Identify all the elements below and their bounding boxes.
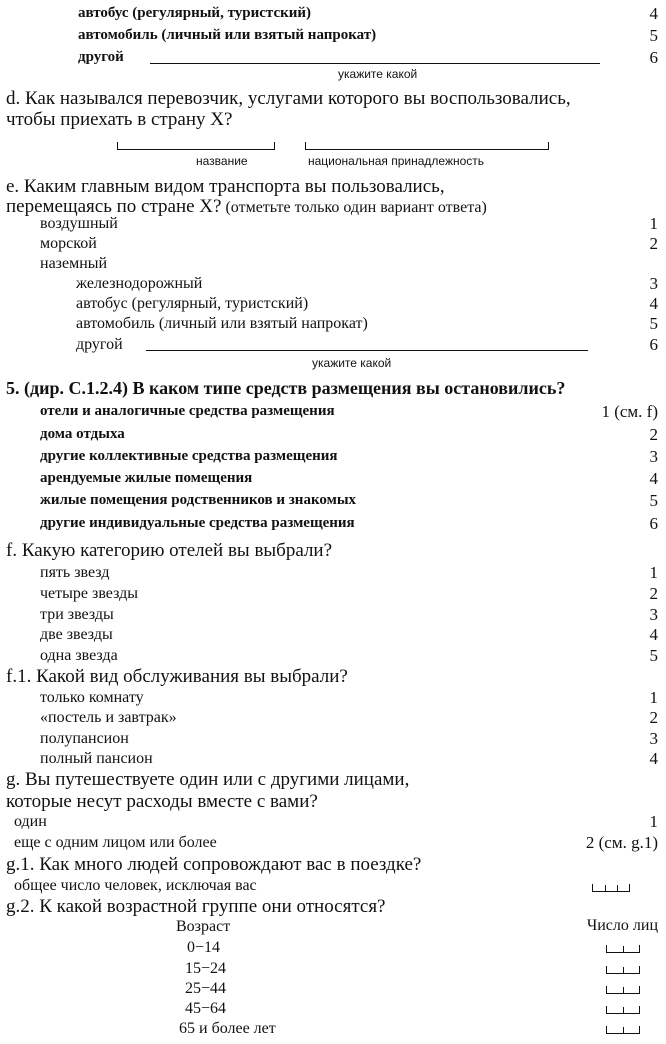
q5-item-3: другие коллективные средства размещения xyxy=(40,448,338,464)
e-rail: железнодорожный xyxy=(76,275,203,292)
e-air-num: 1 xyxy=(649,214,658,233)
g2-age-4: 45−64 xyxy=(185,1000,227,1017)
question-d-line2: чтобы приехать в страну X? xyxy=(6,109,233,130)
question-f: f. Какую категорию отелей вы выбрали? xyxy=(6,540,333,561)
q5-item-5: жилые помещения родственников и знакомых xyxy=(40,492,357,508)
g2-age-1-box[interactable] xyxy=(606,945,640,953)
e-other-line xyxy=(146,350,588,351)
g2-col-age: Возраст xyxy=(176,918,231,935)
g2-age-4-box[interactable] xyxy=(606,1006,640,1014)
f-item-5-num: 5 xyxy=(649,646,658,665)
f-item-3-num: 3 xyxy=(649,605,658,624)
f1-item-1: только комнату xyxy=(40,689,144,706)
e-air: воздушный xyxy=(40,215,118,232)
question-e-text: перемещаясь по стране X? xyxy=(6,196,222,217)
carrier-name-field xyxy=(117,142,275,150)
carrier-nationality-field xyxy=(305,142,549,150)
hint-name: название xyxy=(196,154,248,168)
question-e-line1: e. Каким главным видом транспорта вы пользовались, xyxy=(6,176,445,197)
e-car-num: 5 xyxy=(649,314,658,333)
q5-item-2: дома отдыха xyxy=(40,426,125,442)
f-item-1-num: 1 xyxy=(649,563,658,582)
f1-item-1-num: 1 xyxy=(649,688,658,707)
question-5: 5. (дир. С.1.2.4) В каком типе средств размещения вы остановились? xyxy=(6,378,566,398)
g1-total: общее число человек, исключая вас xyxy=(14,877,257,894)
e-sea-num: 2 xyxy=(649,234,658,253)
top-other-num: 6 xyxy=(649,48,658,67)
top-car-num: 5 xyxy=(649,26,658,45)
q5-item-5-num: 5 xyxy=(649,491,658,510)
g-with-others-num: 2 (см. g.1) xyxy=(585,833,658,852)
f1-item-3: полупансион xyxy=(40,730,129,747)
question-g1: g.1. Как много людей сопровождают вас в поездке? xyxy=(6,854,422,875)
top-other: другой xyxy=(78,49,124,65)
e-land: наземный xyxy=(40,255,108,272)
g-alone: один xyxy=(14,813,47,830)
e-rail-num: 3 xyxy=(649,274,658,293)
g2-age-2-box[interactable] xyxy=(606,966,640,974)
top-car: автомобиль (личный или взятый напрокат) xyxy=(78,27,377,43)
f-item-2-num: 2 xyxy=(649,584,658,603)
q5-item-4: арендуемые жилые помещения xyxy=(40,470,253,486)
f1-item-2-num: 2 xyxy=(649,708,658,727)
e-car: автомобиль (личный или взятый напрокат) xyxy=(76,315,368,332)
g1-total-box[interactable] xyxy=(592,884,630,892)
g2-age-3: 25−44 xyxy=(185,980,227,997)
f1-item-4-num: 4 xyxy=(649,749,658,768)
top-bus-num: 4 xyxy=(649,4,658,23)
f1-item-4: полный пансион xyxy=(40,750,153,767)
q5-item-3-num: 3 xyxy=(649,447,658,466)
e-other-num: 6 xyxy=(649,335,658,354)
e-other: другой xyxy=(76,336,123,353)
top-other-line xyxy=(150,63,600,64)
f1-item-2: «постель и завтрак» xyxy=(40,709,177,726)
top-other-hint: укажите какой xyxy=(338,67,418,81)
question-e-line2 xyxy=(6,197,487,216)
e-bus-num: 4 xyxy=(649,294,658,313)
f-item-3: три звезды xyxy=(40,606,114,623)
question-f1: f.1. Какой вид обслуживания вы выбрали? xyxy=(6,666,348,687)
f-item-2: четыре звезды xyxy=(40,585,138,602)
g2-age-2: 15−24 xyxy=(185,960,227,977)
question-e-note: (отметьте только один вариант ответа) xyxy=(225,199,487,216)
f1-item-3-num: 3 xyxy=(649,729,658,748)
q5-item-6: другие индивидуальные средства размещения xyxy=(40,515,355,531)
question-g-line2: которые несут расходы вместе с вами? xyxy=(6,791,318,812)
g2-age-5: 65 и более лет xyxy=(179,1020,276,1037)
question-d-line1: d. Как назывался перевозчик, услугами которого вы воспользовались, xyxy=(6,88,571,109)
g2-age-1: 0−14 xyxy=(187,939,221,956)
q5-item-4-num: 4 xyxy=(649,469,658,488)
g2-age-3-box[interactable] xyxy=(606,986,640,994)
q5-item-6-num: 6 xyxy=(649,514,658,533)
f-item-1: пять звезд xyxy=(40,564,110,581)
e-bus: автобус (регулярный, туристский) xyxy=(76,295,309,312)
q5-item-2-num: 2 xyxy=(649,425,658,444)
g-alone-num: 1 xyxy=(649,812,658,831)
question-g-line1: g. Вы путешествуете один или с другими лицами, xyxy=(6,769,410,790)
hint-nationality: национальная принадлежность xyxy=(308,154,485,168)
question-g2: g.2. К какой возрастной группе они относятся? xyxy=(6,896,386,917)
g2-age-5-box[interactable] xyxy=(606,1026,640,1034)
g2-col-count: Число лиц xyxy=(586,917,658,934)
f-item-4: две звезды xyxy=(40,626,113,643)
q5-item-1-num: 1 (см. f) xyxy=(601,402,658,421)
g-with-others: еще с одним лицом или более xyxy=(14,834,217,851)
e-other-hint: укажите какой xyxy=(312,356,392,370)
top-bus: автобус (регулярный, туристский) xyxy=(78,5,312,21)
f-item-5: одна звезда xyxy=(40,647,118,664)
q5-item-1: отели и аналогичные средства размещения xyxy=(40,403,335,419)
e-sea: морской xyxy=(40,235,97,252)
f-item-4-num: 4 xyxy=(649,625,658,644)
